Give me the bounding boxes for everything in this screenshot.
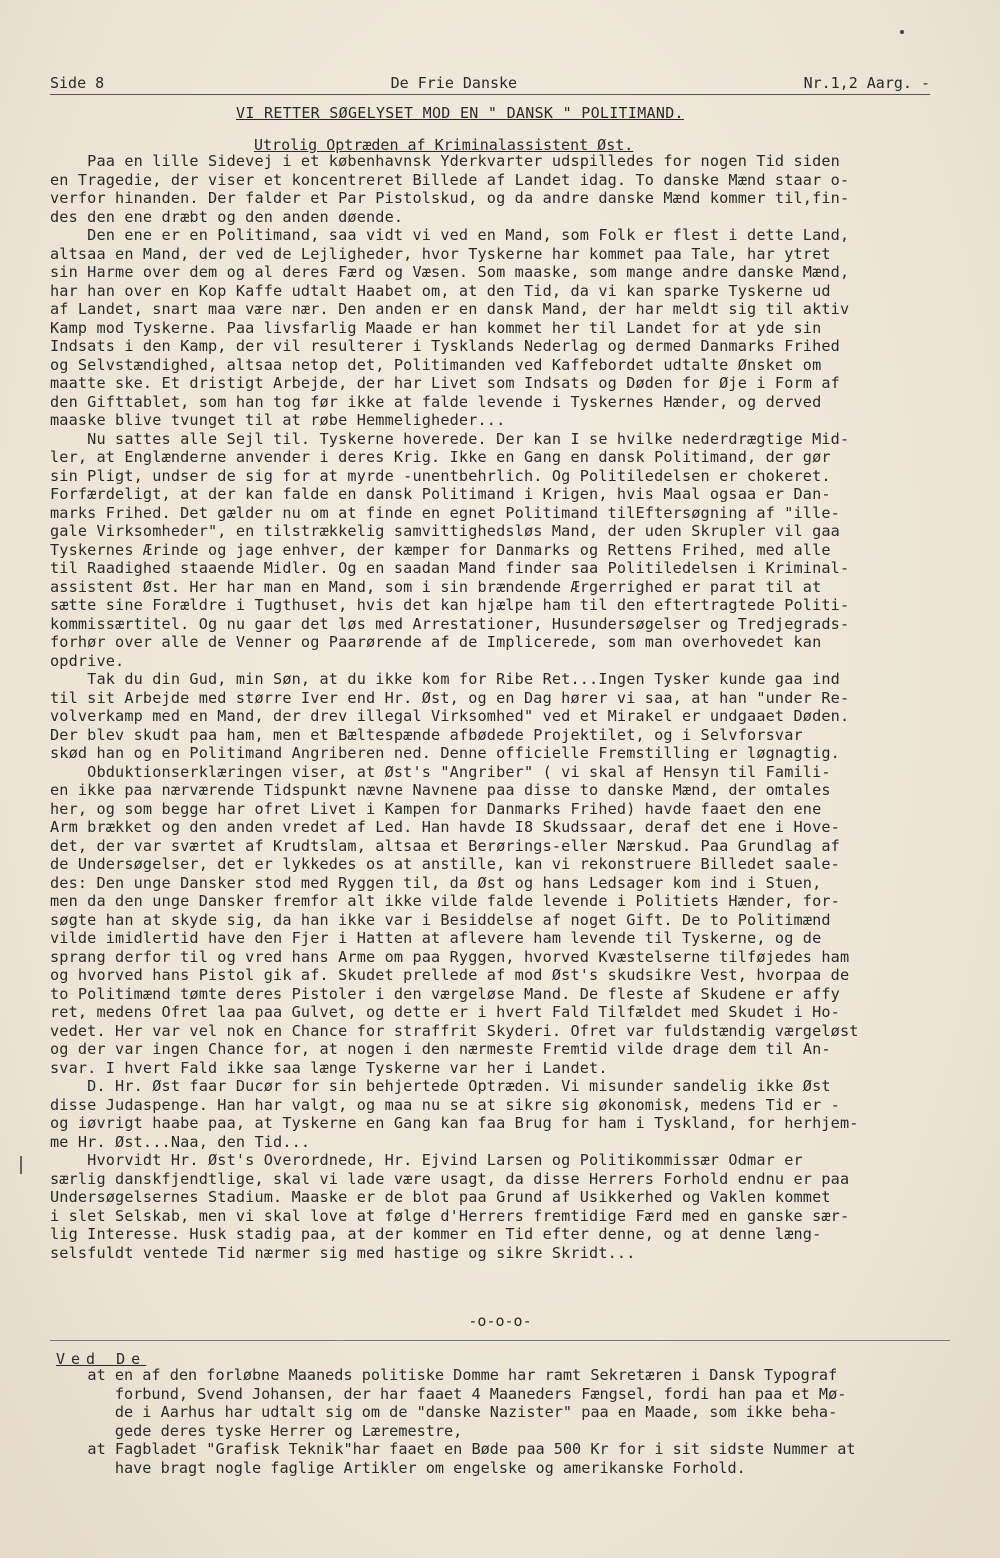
text-line: har han over en Kop Kaffe udtalt Haabet om, at den Tid, da vi kan sparke Tyskerne ud [50, 281, 831, 300]
text-line: disse Judaspenge. Han har valgt, og maa nu se at sikre sig økonomisk, medens Tid er - [50, 1095, 840, 1114]
text-line: skød han og en Politimand Angriberen ned. Denne officielle Fremstilling er løgnagtig. [50, 744, 840, 762]
text-line: Tyskernes Ærinde og jage enhver, der kæmper for Danmarks og Rettens Frihed, med alle [50, 540, 831, 559]
text-line: i slet Selskab, men vi skal love at følge d'Herrers fremtidige Færd med en ganske sær- [50, 1206, 850, 1225]
text-line: sprang derfor til og vred hans Arme om paa Ryggen, hvorved Kvæstelserne tilføjedes ham [50, 947, 850, 966]
text-line: to Politimænd tømte deres Pistoler i den værgeløse Mand. De fleste af Skudene er affy [50, 984, 840, 1003]
text-line: selsfuldt ventede Tid nærmer sig med hastige og sikre Skridt... [50, 1243, 636, 1262]
issue-number: Nr.1,2 Aarg. - [803, 74, 930, 92]
text-line: des: Den unge Dansker stod med Ryggen til, da Øst og hans Ledsager kom ind i Stuen, [50, 873, 822, 892]
text-line: gale Virksomheder", en tilstrækkelig samvittighedsløs Mand, der uden Skrupler vil gaa [50, 522, 840, 540]
text-line: af Landet, snart maa være nær. Den anden er en dansk Mand, der har meldt sig til aktiv [50, 300, 850, 318]
text-line: søgte han at skyde sig, da han ikke var i Besiddelse af noget Gift. De to Politimænd [50, 910, 831, 929]
text-line: verfor hinanden. Der falder et Par Pistolskud, og da andre danske Mænd kommer til,fin- [50, 189, 850, 207]
ved-de-list [60, 1366, 960, 1477]
article-title: VI RETTER SØGELYSET MOD EN " DANSK " POLITIMAND. [236, 104, 684, 122]
article-body [50, 152, 950, 1262]
text-line: sin Harme over dem og al deres Færd og Væsen. Som maaske, som mange andre danske Mænd, [50, 263, 850, 281]
text-line: opdrive. [50, 651, 125, 670]
text-line: vilde imidlertid have den Fjer i Hatten at aflevere ham levende til Tyskerne, og de [50, 929, 822, 947]
text-line: lig Interesse. Husk stadig paa, at der kommer en Tid efter denne, og at denne læng- [50, 1225, 822, 1243]
text-line: og hvorved hans Pistol gik af. Skudet prellede af mod Øst's skudsikre Vest, hvorpaa de [50, 966, 850, 984]
page-header [50, 74, 930, 92]
text-line: at Fagbladet "Grafisk Teknik"har faaet en Bøde paa 500 Kr for i sit sidste Nummer at [60, 1440, 856, 1458]
text-line: maatte ske. Et dristigt Arbejde, der har Livet som Indsats og Døden for Øje i Form af [50, 374, 840, 392]
text-line: marks Frihed. Det gælder nu om at finde en egnet Politimand tilEftersøgning af "ille- [50, 503, 840, 522]
page-number: Side 8 [50, 74, 105, 92]
text-line: sin Pligt, undser de sig for at myrde -unentbehrlich. Og Politiledelsen er chokeret. [50, 466, 831, 485]
text-line: altsaa en Mand, der ved de Lejligheder, hvor Tyskerne har kommet paa Tale, har ytret [50, 244, 831, 263]
text-line: Obduktionserklæringen viser, at Øst's "Angriber" ( vi skal af Hensyn til Famili- [50, 762, 831, 781]
text-line: ret, medens Ofret laa paa Gulvet, og dette er i hvert Fald Tilfældet med Skudet i Ho- [50, 1003, 840, 1021]
ink-speck [900, 30, 904, 34]
text-line: særlig danskfjendtlige, skal vi lade være usagt, da disse Herrers Forhold endnu er paa [50, 1169, 850, 1188]
text-line: den Gifttablet, som han tog før ikke at falde levende i Tyskernes Hænder, og derved [50, 392, 822, 411]
text-line: og iøvrigt haabe paa, at Tyskerne en Gang kan faa Brug for ham i Tyskland, for herhjem- [50, 1114, 859, 1132]
text-line: at en af den forløbne Maaneds politiske Domme har ramt Sekretæren i Dansk Typograf [60, 1366, 838, 1384]
text-line: assistent Øst. Her har man en Mand, som i sin brændende Ærgerrighed er parat til at [50, 577, 822, 596]
text-line: til Raadighed staaende Midler. Og en saadan Mand finder saa Politiledelsen i Kriminal- [50, 559, 850, 577]
text-line: Indsats i den Kamp, der vil resulterer i Tysklands Nederlag og dermed Danmarks Frihed [50, 337, 840, 355]
text-line: Undersøgelsernes Stadium. Maaske er de blot paa Grund af Usikkerhed og Vaklen kommet [50, 1188, 831, 1206]
article-subtitle: Utrolig Optræden af Kriminalassistent Øst. [254, 136, 634, 154]
text-line: Tak du din Gud, min Søn, at du ikke kom for Ribe Ret...Ingen Tysker kunde gaa ind [50, 670, 840, 688]
text-line: en Tragedie, der viser et koncentreret Billede af Landet idag. To danske Mænd staar o- [50, 170, 850, 189]
text-line: D. Hr. Øst faar Ducør for sin behjertede Optræden. Vi misunder sandelig ikke Øst [50, 1077, 831, 1095]
text-line: kommissærtitel. Og nu gaar det løs med Arrestationer, Husundersøgelser og Tredjegrads- [50, 614, 850, 633]
header-rule [50, 94, 930, 95]
text-line: de Undersøgelser, det er lykkedes os at anstille, kan vi rekonstruere Billedet saale- [50, 855, 840, 873]
text-line: ler, at Englænderne anvender i deres Krig. Ikke en Gang en dansk Politimand, der gør [50, 448, 831, 466]
text-line: og der var ingen Chance for, at nogen i den nærmeste Fremtid vilde drage dem til An- [50, 1040, 831, 1058]
ved-de-heading: Ved De [56, 1350, 147, 1368]
text-line: Den ene er en Politimand, saa vidt vi ved en Mand, som Folk er flest i dette Land, [50, 226, 850, 244]
text-line: forbund, Svend Johansen, der har faaet 4 Maaneders Fængsel, fordi han paa et Mø- [60, 1384, 847, 1403]
text-line: her, og som begge har ofret Livet i Kampen for Danmarks Frihed) havde faaet den ene [50, 799, 822, 818]
text-line: me Hr. Øst...Naa, den Tid... [50, 1132, 311, 1151]
text-line: have bragt nogle faglige Artikler om engelske og amerikanske Forhold. [60, 1458, 746, 1477]
text-line: sætte sine Forældre i Tugthuset, hvis det kan hjælpe ham til den eftertragtede Politi- [50, 596, 850, 614]
text-line: svar. I hvert Fald ikke saa længe Tyskerne var her i Landet. [50, 1058, 608, 1077]
text-line: Der blev skudt paa ham, men et Bæltespænde afbødede Projektilet, og i Selvforsvar [50, 725, 803, 744]
text-line: Arm brækket og den anden vredet af Led. Han havde I8 Skudssaar, deraf det ene i Hove- [50, 818, 840, 836]
text-line: Paa en lille Sidevej i et københavnsk Yderkvarter udspilledes for nogen Tid siden [50, 152, 840, 170]
text-line: en ikke paa nærværende Tidspunkt nævne Navnene paa disse to danske Mænd, der omtales [50, 781, 831, 799]
text-line: forhør over alle de Venner og Paarørende af de Implicerede, som man overhovedet kan [50, 633, 822, 651]
text-line: det, der var sværtet af Krudtslam, altsaa et Berørings-eller Nærskud. Paa Grundlag af [50, 836, 840, 855]
text-line: maaske blive tvunget til at røbe Hemmeligheder... [50, 411, 506, 429]
text-line: de i Aarhus har udtalt sig om de "danske Nazister" paa en Maade, som ikke beha- [60, 1403, 838, 1421]
margin-mark [20, 1156, 22, 1174]
text-line: gede deres tyske Herrer og Læremestre, [60, 1421, 463, 1440]
text-line: men da den unge Dansker fremfor alt ikke vilde falde levende i Politiets Hænder, for- [50, 892, 840, 910]
text-line: Hvorvidt Hr. Øst's Overordnede, Hr. Ejvind Larsen og Politikommissær Odmar er [50, 1151, 803, 1169]
text-line: vedet. Her var vel nok en Chance for straffrit Skyderi. Ofret var fuldstændig værgeløst [50, 1021, 859, 1040]
text-line: volverkamp med en Mand, der drev illegal Virksomhed" ved et Mirakel er undgaaet Døden. [50, 707, 850, 725]
text-line: Nu sattes alle Sejl til. Tyskerne hoverede. Der kan I se hvilke nederdrægtige Mid- [50, 429, 850, 448]
text-line: Kamp mod Tyskerne. Paa livsfarlig Maade er han kommet her til Landet for at yde sin [50, 318, 822, 337]
publication-name: De Frie Danske [390, 74, 518, 92]
text-line: Forfærdeligt, at der kan falde en dansk Politimand i Krigen, hvis Maal ogsaa er Dan- [50, 485, 831, 503]
section-divider: -o-o-o- [468, 1312, 532, 1330]
text-line: til sit Arbejde med større Iver end Hr. Øst, og en Dag hører vi saa, at han "under Re- [50, 688, 850, 707]
divider-rule [50, 1340, 950, 1341]
text-line: og Selvstændighed, altsaa netop det, Politimanden ved Kaffebordet udtalte Ønsket om [50, 355, 822, 374]
text-line: des den ene dræbt og den anden døende. [50, 207, 404, 226]
